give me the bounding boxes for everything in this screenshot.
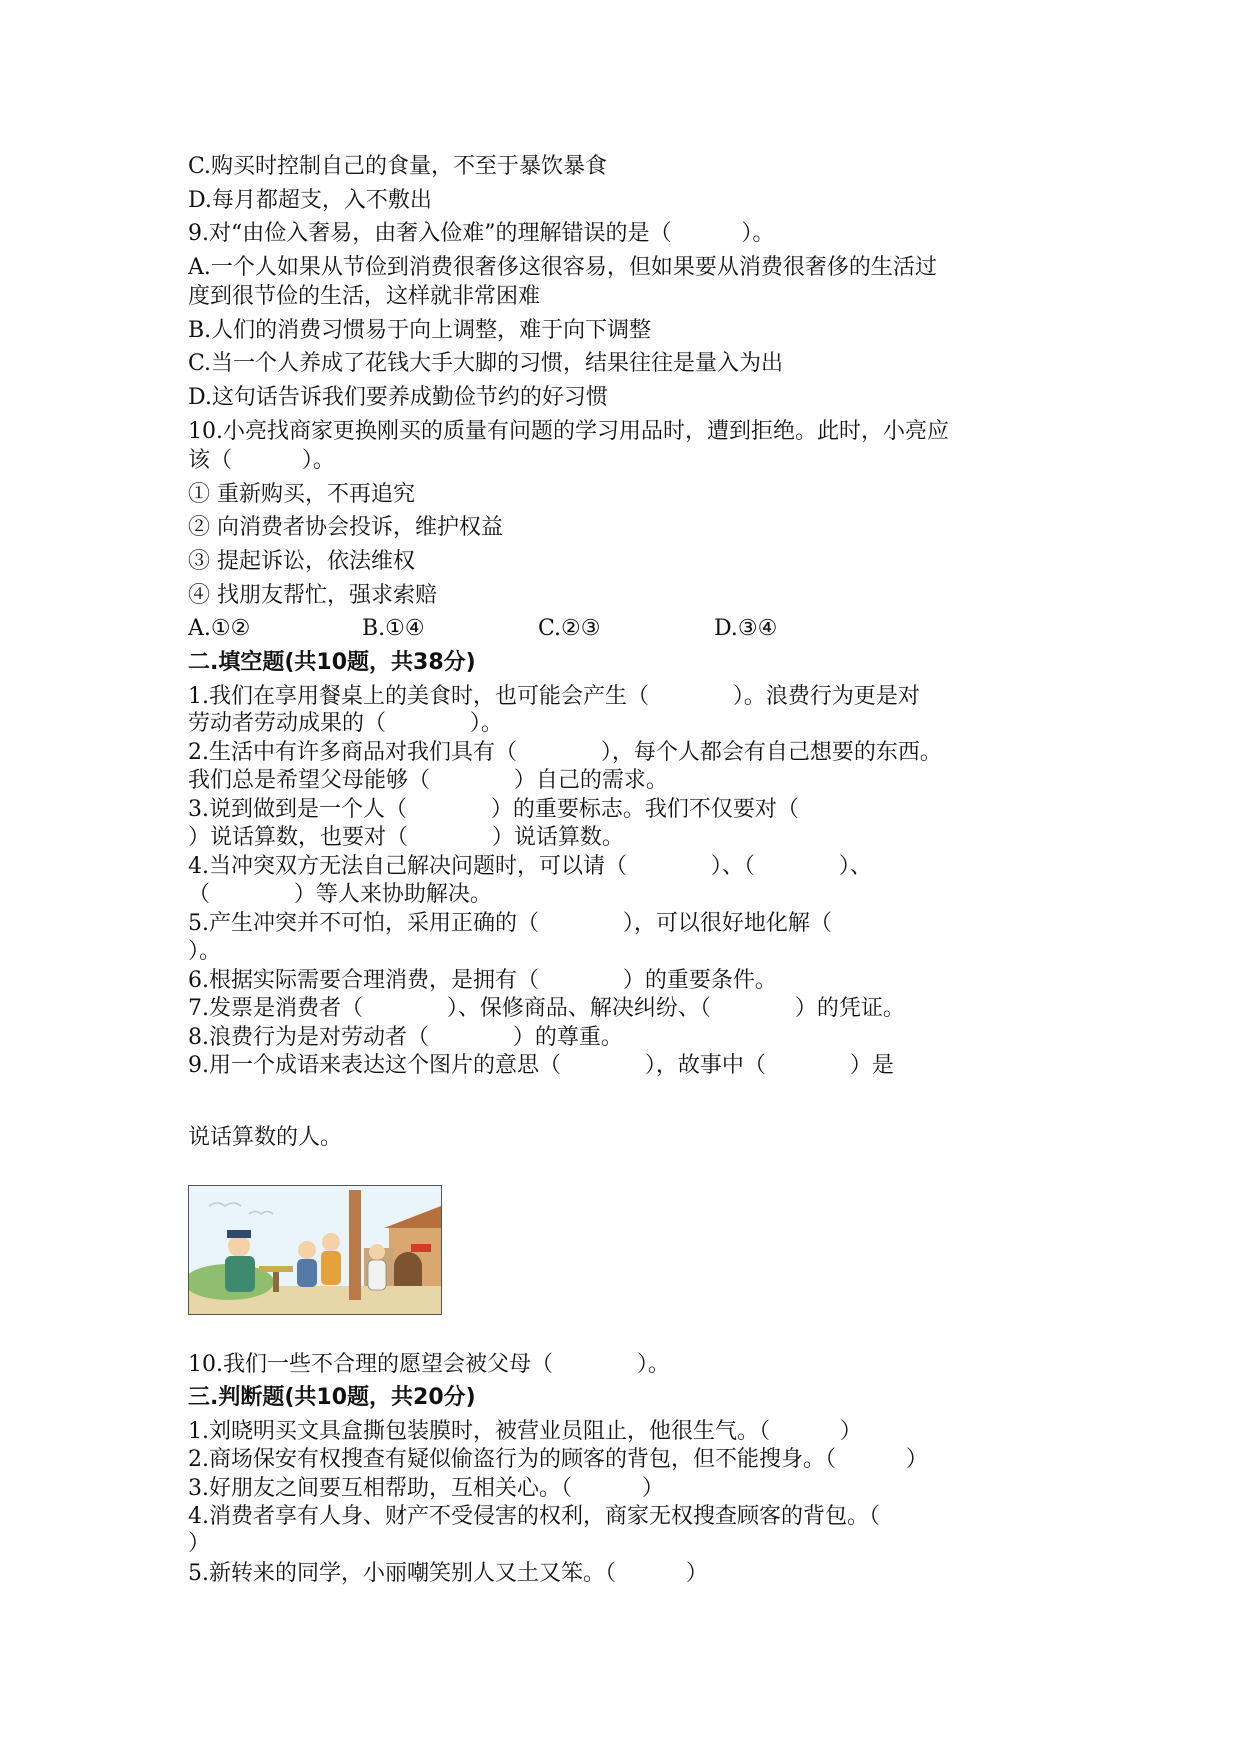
- q10-stem-cont: 该（ ）。: [188, 448, 335, 473]
- q9-option-c: C.当一个人养成了花钱大手大脚的习惯，结果往往是量入为出: [188, 351, 784, 376]
- q10-item-2: ② 向消费者协会投诉，维护权益: [188, 515, 503, 540]
- judge-q3: 3.好朋友之间要互相帮助，互相关心。（ ）: [188, 1476, 664, 1501]
- fill-q9: 9.用一个成语来表达这个图片的意思（ ），故事中（ ）是: [188, 1053, 894, 1078]
- fill-q4-cont: （ ）等人来协助解决。: [188, 882, 492, 907]
- q10-options: [188, 616, 888, 642]
- q9-option-a-cont: 度到很节俭的生活，这样就非常困难: [188, 284, 541, 309]
- section3-heading: 三.判断题(共10题，共20分): [188, 1385, 476, 1410]
- fill-q4: 4.当冲突双方无法自己解决问题时，可以请（ ）、（ ）、: [188, 854, 872, 879]
- fill-q7: 7.发票是消费者（ ）、保修商品、解决纠纷、（ ）的凭证。: [188, 996, 905, 1021]
- judge-q1: 1.刘晓明买文具盒撕包装膜时，被营业员阻止，他很生气。（ ）: [188, 1419, 862, 1444]
- fill-q5-cont: ）。: [188, 939, 222, 964]
- fill-q9-cont: 说话算数的人。: [188, 1125, 343, 1150]
- q8-option-c: C.购买时控制自己的食量，不至于暴饮暴食: [188, 154, 608, 179]
- story-illustration: [188, 1185, 442, 1315]
- judge-q5: 5.新转来的同学，小丽嘲笑别人又土又笨。（ ）: [188, 1561, 708, 1586]
- q10-item-1: ① 重新购买，不再追究: [188, 482, 415, 507]
- q10-option-a: A.①②: [188, 616, 251, 641]
- q10-option-b: B.①④: [362, 616, 425, 641]
- q10-stem: 10.小亮找商家更换刚买的质量有问题的学习用品时，遭到拒绝。此时，小亮应: [188, 419, 949, 444]
- fill-q8: 8.浪费行为是对劳动者（ ）的尊重。: [188, 1025, 623, 1050]
- q9-option-a: A.一个人如果从节俭到消费很奢侈这很容易，但如果要从消费很奢侈的生活过: [188, 255, 937, 280]
- q8-option-d: D.每月都超支，入不敷出: [188, 188, 432, 213]
- q9-option-b: B.人们的消费习惯易于向上调整，难于向下调整: [188, 318, 652, 343]
- fill-q5: 5.产生冲突并不可怕，采用正确的（ ），可以很好地化解（: [188, 911, 832, 936]
- section2-heading: 二.填空题(共10题，共38分): [188, 650, 476, 675]
- q9-option-d: D.这句话告诉我们要养成勤俭节约的好习惯: [188, 385, 608, 410]
- q10-option-c: C.②③: [538, 616, 601, 641]
- fill-q6: 6.根据实际需要合理消费，是拥有（ ）的重要条件。: [188, 968, 777, 993]
- fill-q2: 2.生活中有许多商品对我们具有（ ），每个人都会有自己想要的东西。: [188, 740, 942, 765]
- fill-q1: 1.我们在享用餐桌上的美食时，也可能会产生（ ）。浪费行为更是对: [188, 684, 920, 709]
- judge-q4: 4.消费者享有人身、财产不受侵害的权利，商家无权搜查顾客的背包。（: [188, 1504, 880, 1529]
- q10-item-3: ③ 提起诉讼，依法维权: [188, 549, 415, 574]
- q9-stem: 9.对“由俭入奢易，由奢入俭难”的理解错误的是（ ）。: [188, 221, 775, 246]
- q10-item-4: ④ 找朋友帮忙，强求索赔: [188, 583, 437, 608]
- fill-q1-cont: 劳动者劳动成果的（ ）。: [188, 711, 503, 736]
- judge-q2: 2.商场保安有权搜查有疑似偷盗行为的顾客的背包，但不能搜身。（ ）: [188, 1447, 928, 1472]
- fill-q2-cont: 我们总是希望父母能够（ ）自己的需求。: [188, 768, 668, 793]
- story-illustration-art: [189, 1186, 441, 1314]
- q10-option-d: D.③④: [714, 616, 778, 641]
- judge-q4-cont: ）: [188, 1531, 211, 1556]
- fill-q10: 10.我们一些不合理的愿望会被父母（ ）。: [188, 1352, 670, 1377]
- fill-q3-cont: ）说话算数，也要对（ ）说话算数。: [188, 825, 624, 850]
- fill-q3: 3.说到做到是一个人（ ）的重要标志。我们不仅要对（: [188, 797, 799, 822]
